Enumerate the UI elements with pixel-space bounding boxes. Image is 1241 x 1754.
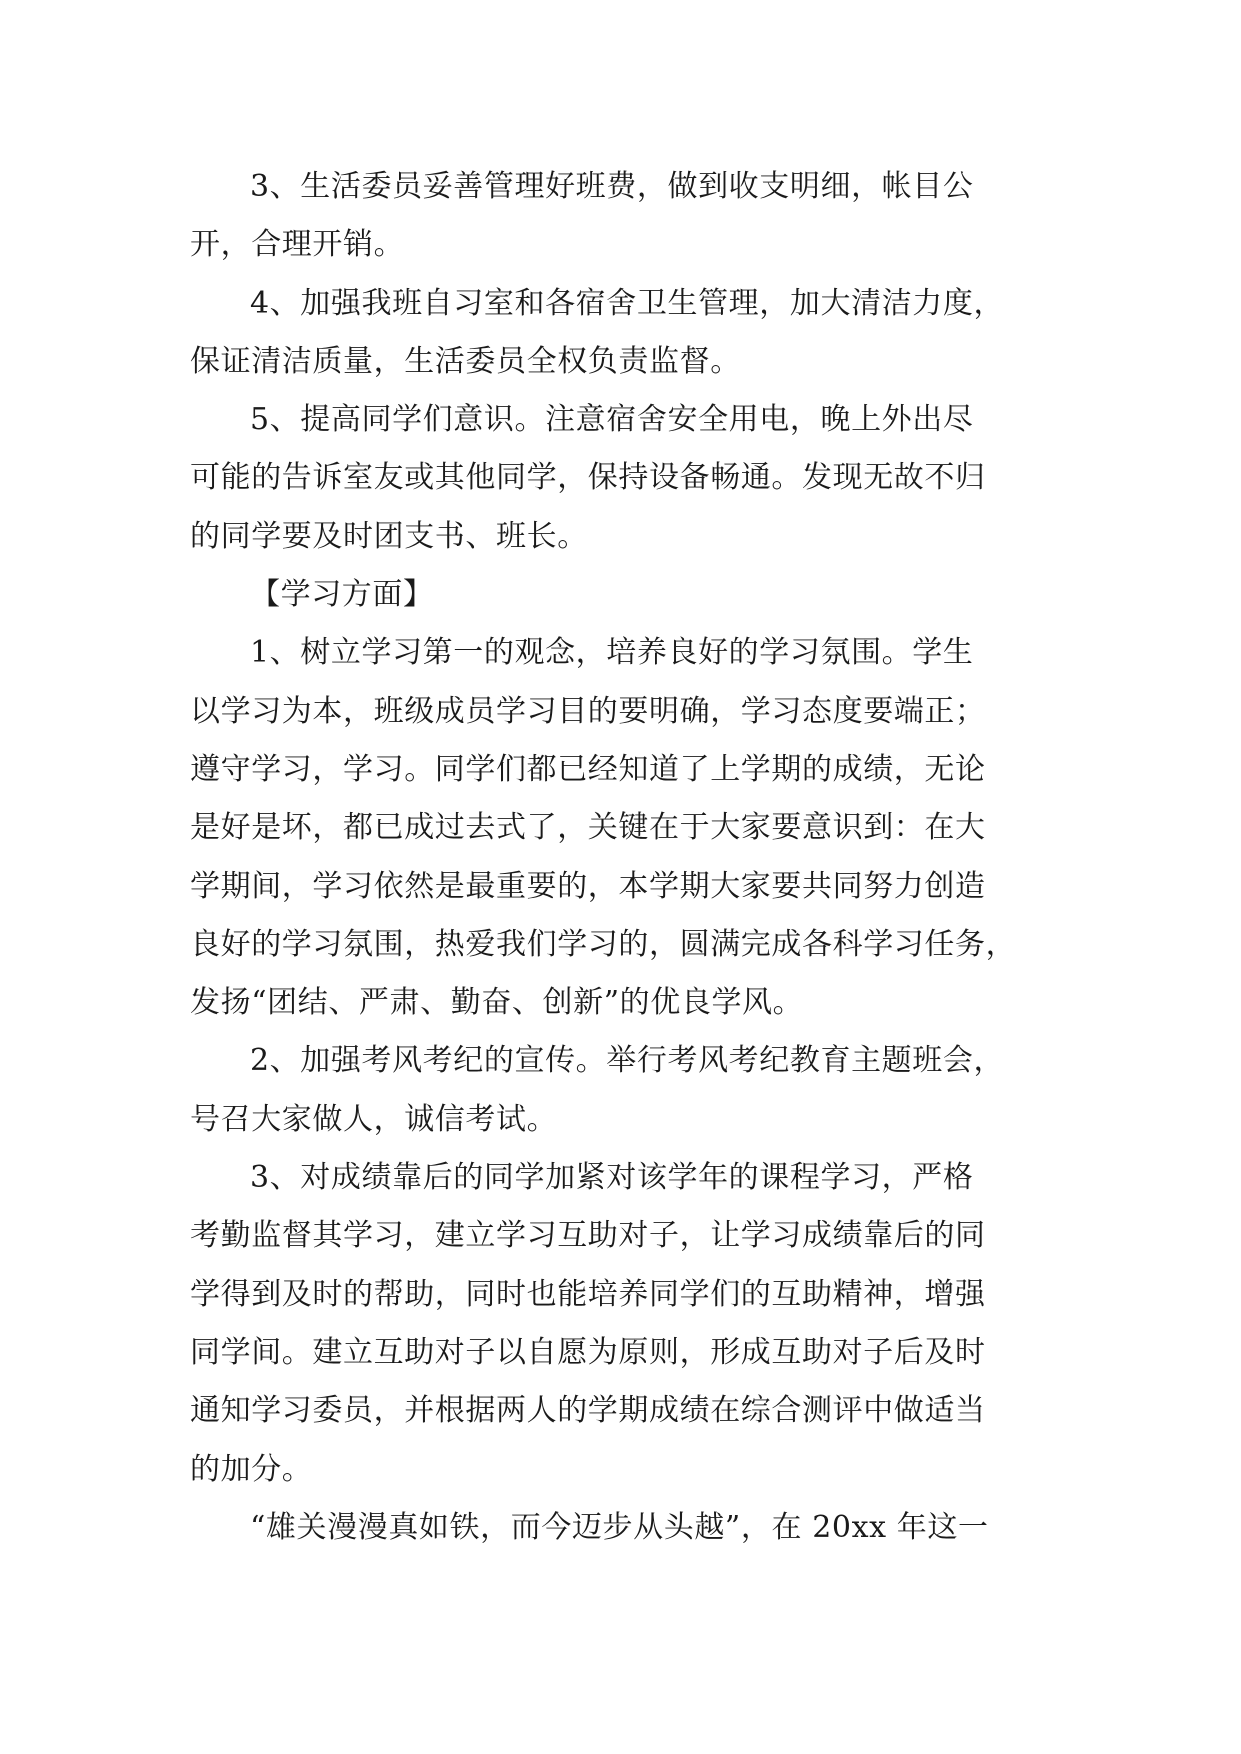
text-line: 开，合理开销。: [190, 227, 405, 263]
text-line: 【学习方面】: [250, 577, 434, 613]
text-line: 同学间。建立互助对子以自愿为原则，形成互助对子后及时: [190, 1334, 986, 1370]
text-line: “雄关漫漫真如铁，而今迈步从头越”，在 20xx 年这一: [250, 1509, 989, 1545]
text-line: 号召大家做人，诚信考试。: [190, 1101, 558, 1137]
text-line: 发扬“团结、严肃、勤奋、创新”的优良学风。: [190, 985, 804, 1021]
text-line: 通知学习委员，并根据两人的学期成绩在综合测评中做适当: [190, 1393, 986, 1429]
text-line: 良好的学习氛围，热爱我们学习的，圆满完成各科学习任务，: [190, 926, 1017, 962]
text-line: 的同学要及时团支书、班长。: [190, 518, 588, 554]
document-body: [190, 158, 1052, 1557]
text-line: 的加分。: [190, 1451, 313, 1487]
text-line: 2、加强考风考纪的宣传。举行考风考纪教育主题班会，: [250, 1043, 1005, 1079]
text-line: 5、提高同学们意识。注意宿舍安全用电，晚上外出尽: [250, 402, 974, 438]
text-line: 3、生活委员妥善管理好班费，做到收支明细，帐目公: [250, 169, 974, 204]
text-line: 3、对成绩靠后的同学加紧对该学年的课程学习，严格: [250, 1160, 974, 1196]
text-line: 考勤监督其学习，建立学习互助对子，让学习成绩靠后的同: [190, 1218, 986, 1254]
text-line: 保证清洁质量，生活委员全权负责监督。: [190, 343, 741, 379]
text-line: 以学习为本，班级成员学习目的要明确，学习态度要端正；: [190, 693, 986, 729]
text-line: 是好是坏，都已成过去式了，关键在于大家要意识到：在大: [190, 810, 986, 846]
text-line: 学期间，学习依然是最重要的，本学期大家要共同努力创造: [190, 868, 986, 904]
text-line: 1、树立学习第一的观念，培养良好的学习氛围。学生: [250, 635, 974, 671]
text-line: 遵守学习，学习。同学们都已经知道了上学期的成绩，无论: [190, 751, 986, 787]
text-line: 4、加强我班自习室和各宿舍卫生管理，加大清洁力度，: [250, 285, 1005, 321]
text-line: 可能的告诉室友或其他同学，保持设备畅通。发现无故不归: [190, 460, 986, 496]
text-line: 学得到及时的帮助，同时也能培养同学们的互助精神，增强: [190, 1276, 986, 1312]
